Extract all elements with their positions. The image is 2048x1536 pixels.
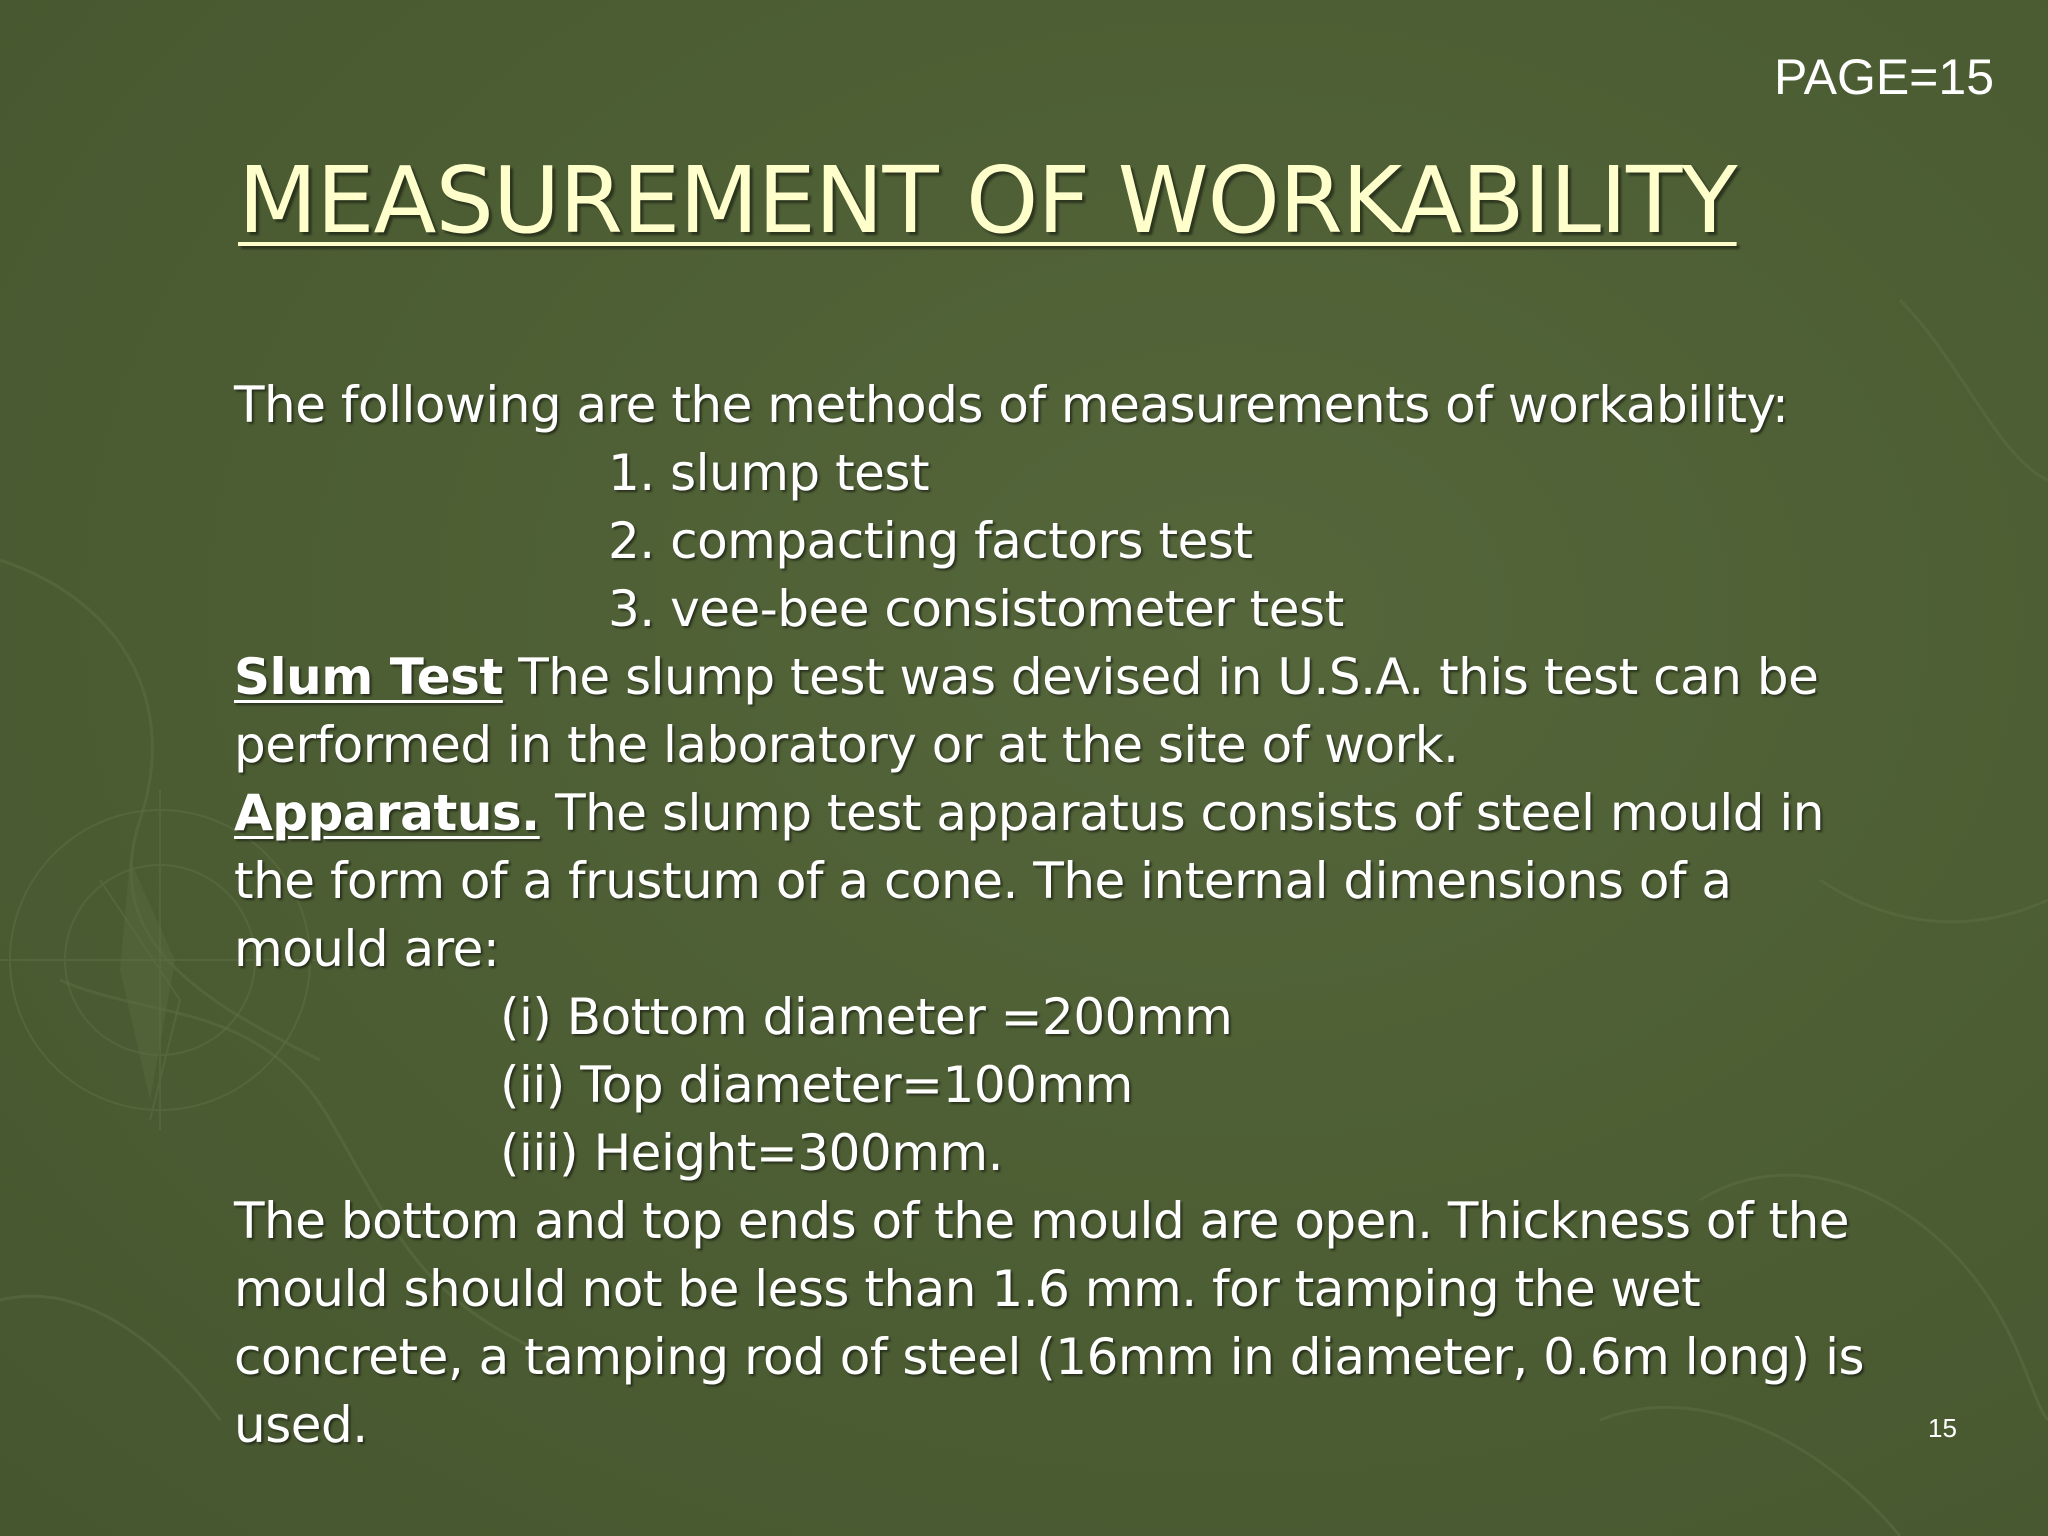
apparatus-paragraph [234,779,1934,847]
closing-text: mould should not be less than 1.6 mm. for tamping the wet [234,1260,1701,1318]
slump-test-text: The slump test was devised in U.S.A. this test can be [502,648,1819,706]
apparatus-text: the form of a frustum of a cone. The internal dimensions of a [234,852,1732,910]
slide-number: 15 [1928,1413,1957,1443]
dimension-item: (i) Bottom diameter =200mm [500,988,1233,1046]
method-item: 1. slump test [608,444,930,502]
slump-test-paragraph [234,643,1934,711]
slide-title: MEASUREMENT OF WORKABILITY [238,147,1737,254]
dimension-item: (iii) Height=300mm. [500,1124,1003,1182]
closing-text: The bottom and top ends of the mould are open. Thickness of the [234,1192,1850,1250]
slump-test-text: performed in the laboratory or at the site of work. [234,716,1459,774]
slump-test-term: Slum Test [234,648,503,706]
apparatus-text: The slump test apparatus consists of steel mould in [539,784,1824,842]
closing-text: used. [234,1396,368,1454]
apparatus-text: mould are: [234,920,500,978]
page-label: PAGE=15 [1773,49,1994,105]
apparatus-term: Apparatus. [234,784,540,842]
method-item: 2. compacting factors test [608,512,1253,570]
intro-text: The following are the methods of measurements of workability: [234,376,1789,434]
slide-body [234,371,1934,1459]
method-item: 3. vee-bee consistometer test [608,580,1344,638]
closing-text: concrete, a tamping rod of steel (16mm in diameter, 0.6m long) is [234,1328,1865,1386]
dimension-item: (ii) Top diameter=100mm [500,1056,1133,1114]
